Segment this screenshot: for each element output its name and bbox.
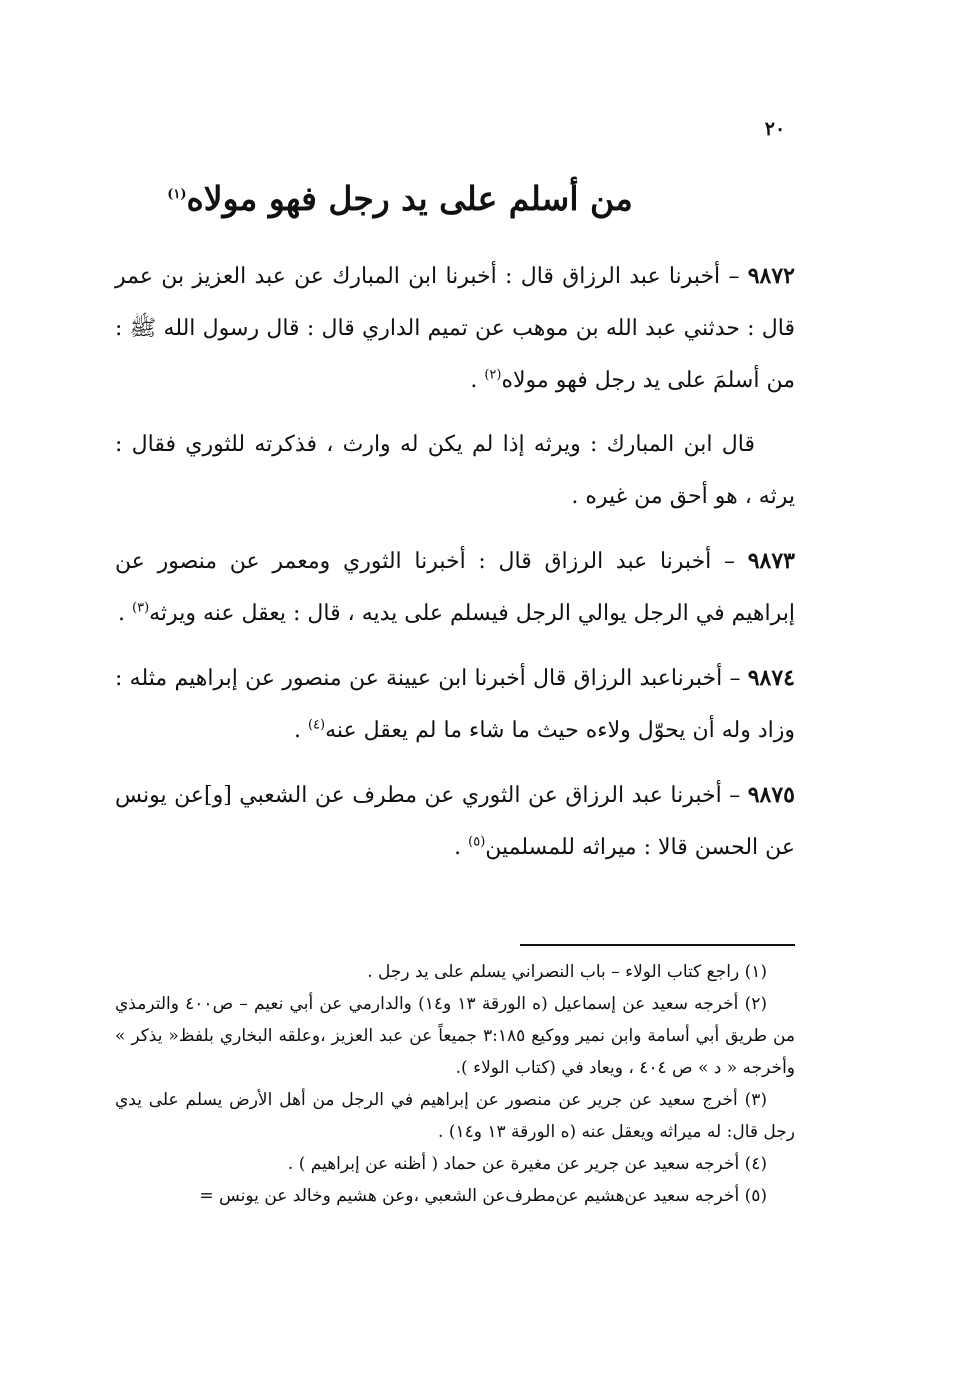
hadith-9875 [115,769,795,874]
footnote-2: (٢) أخرجه سعيد عن إسماعيل (ه الورقة ١٣ و١٤) والدارمي عن أبي نعيم – ص٤٠٠ والترمذي من طريق أبي أسامة وابن نمير ووكيع ٣:١٨٥ جميعاً عن عبد العزيز ،وعلقه البخاري بلفظ« يذكر » وأخرجه « د » ص ٤٠٤ ، ويعاد في (كتاب الولاء ). [115,994,795,1078]
chapter-heading [150,178,650,221]
hadith-number: ٩٨٧٤ [747,665,795,691]
commentary-ibn-al-mubarak [115,419,795,523]
hadith-text: – أخبرنا عبد الرزاق قال : أخبرنا الثوري ومعمر عن منصور عن إبراهيم في الرجل يوالي الرجل فيسلم على يديه ، قال : يعقل عنه ويرثه [115,549,795,626]
heading-footnote-ref: (١) [167,187,187,202]
hadith-9874 [115,652,795,757]
hadith-9872 [115,250,795,407]
footnote-5: (٥) أخرجه سعيد عن‌هشيم عن‌مطرف‌عن الشعبي ،وعن هشيم وخالد عن يونس = [199,1186,767,1206]
hadith-text: – أخبرنا عبد الرزاق عن الثوري عن مطرف عن الشعبي [و]عن يونس عن الحسن قالا : ميراثه للمسلمين [115,783,795,860]
main-text [115,250,795,886]
footnote-4: (٤) أخرجه سعيد عن جرير عن مغيرة عن حماد ( أظنه عن إبراهيم ) . [287,1154,767,1174]
hadith-tail: . [293,718,308,743]
hadith-number: ٩٨٧٢ [747,263,795,289]
hadith-number: ٩٨٧٣ [747,548,795,574]
hadith-tail: . [470,368,485,393]
hadith-text: – أخبرناعبد الرزاق قال أخبرنا ابن عيينة عن منصور عن إبراهيم مثله : وزاد وله أن يحوّل ولاءه حيث ما شاء ما لم يعقل عنه [115,666,795,743]
hadith-tail: . [118,601,132,626]
footnote-1: (١) راجع كتاب الولاء – باب النصراني يسلم على يد رجل . [367,962,767,982]
hadith-9873 [115,535,795,640]
footnote-ref: (٤) [307,717,326,733]
footnotes [115,956,795,1212]
footnote-divider [520,944,795,946]
commentary-text: قال ابن المبارك : ويرثه إذا لم يكن له وارث ، فذكرته للثوري فقال : يرثه ، هو أحق من غيره . [115,432,795,509]
footnote-ref: (٥) [468,834,486,850]
hadith-tail: . [454,835,469,860]
footnote-ref: (٢) [484,367,502,383]
page-number: ٢٠ [764,118,786,140]
chapter-heading-text: من أسلم على يد رجل فهو مولاه [186,179,633,218]
hadith-text: – أخبرنا عبد الرزاق قال : أخبرنا ابن المبارك عن عبد العزيز بن عمر قال : حدثني عبد الله بن موهب عن تميم الداري قال : قال رسول الله ﷺ : من أسلمَ على يد رجل فهو مولاه [115,264,795,393]
footnote-3: (٣) أخرج سعيد عن جرير عن منصور عن إبراهيم في الرجل من أهل الأرض يسلم على يدي رجل قال: له ميراثه ويعقل عنه (ه الورقة ١٣ و١٤) . [115,1090,795,1142]
hadith-number: ٩٨٧٥ [747,782,795,808]
footnote-ref: (٣) [132,600,150,616]
